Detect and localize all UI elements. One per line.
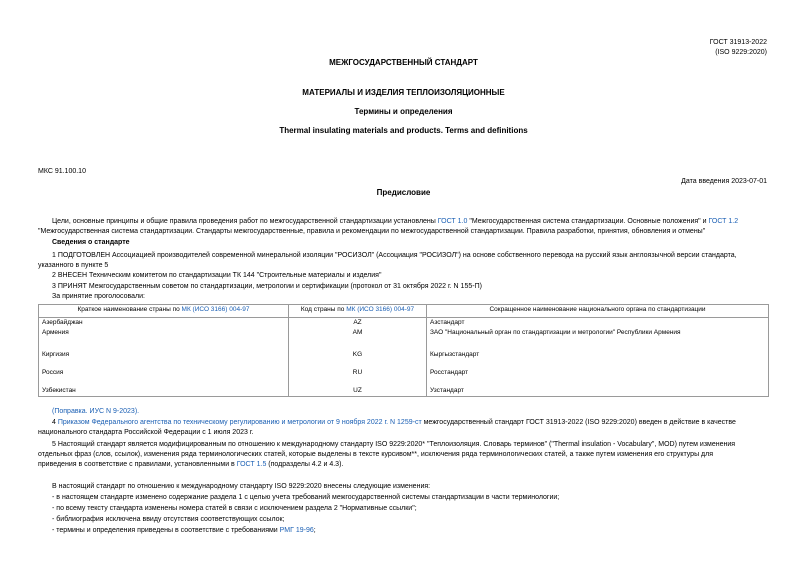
code-cell xyxy=(289,318,427,397)
document-title-en: Thermal insulating materials and products. Terms and definitions xyxy=(279,126,528,135)
voted-label: За принятие проголосовали: xyxy=(52,293,145,300)
country-code: AZ xyxy=(353,319,362,326)
item-4: 4 Приказом Федерального агентства по техническому регулированию и метрологии от 9 ноября 2022 г. N 1259-ст межгосударственный стандарт ГОСТ 31913-2022 (ISO 9229:2020) введен в действие в качестве xyxy=(52,419,736,426)
rmg-19-96-link[interactable]: РМГ 19-96 xyxy=(279,527,314,534)
item-5: 5 Настоящий стандарт является модифицированным по отношению к международному стандарту ISO 9229:2020* "Теплоизоляция. Словарь терминов" ("Thermal insulation - Vocabulary", MOD) путем изменения xyxy=(52,441,736,448)
foreword-heading: Предисловие xyxy=(376,188,431,197)
document-subtitle-ru: Термины и определения xyxy=(354,107,453,116)
gost-code: ГОСТ 31913-2022 xyxy=(709,39,767,46)
country-code: KG xyxy=(352,351,363,358)
item-4-cont: национального стандарта Российской Федерации с 1 июля 2023 г. xyxy=(38,429,254,436)
standard-type-title: МЕЖГОСУДАРСТВЕННЫЙ СТАНДАРТ xyxy=(329,58,478,67)
order-link[interactable]: Приказом Федерального агентства по техническому регулированию и метрологии от 9 ноября 2022 г. N 1259-ст xyxy=(57,419,422,426)
item-5-cont: отдельных фраз (слов, ссылок), изменения ряда терминологических статей, которые выделены в тексте курсивом**, исключения ряда терминологических статей, а также путем изменения его структуры для xyxy=(38,451,714,458)
country-name: Армения xyxy=(42,329,69,336)
foreword-paragraph-1 xyxy=(52,217,769,227)
gost-1-0-link[interactable]: ГОСТ 1.0 xyxy=(437,218,468,225)
intro-date: Дата введения 2023-07-01 xyxy=(681,178,767,185)
body-cell xyxy=(427,318,769,397)
change-item: - библиография исключена ввиду отсутствия соответствующих ссылок; xyxy=(52,516,285,523)
standards-body: Росстандарт xyxy=(430,369,469,376)
country-name: Азербайджан xyxy=(42,319,83,326)
gost-1-5-link[interactable]: ГОСТ 1.5 xyxy=(236,461,267,468)
country-code: UZ xyxy=(353,387,362,394)
change-item: - по всему тексту стандарта изменены номера статей в связи с исключением раздела 2 "Нормативные ссылки"; xyxy=(52,505,417,512)
document-title-ru: МАТЕРИАЛЫ И ИЗДЕЛИЯ ТЕПЛОИЗОЛЯЦИОННЫЕ xyxy=(302,88,505,97)
table-header-body: Сокращенное наименование национального органа по стандартизации xyxy=(427,305,769,318)
table-header-country: Краткое наименование страны по МК (ИСО 3166) 004-97 xyxy=(39,305,289,318)
country-name: Киргизия xyxy=(42,351,70,358)
voting-states-table xyxy=(38,304,769,397)
item-5-cont-2: приведения в соответствие с правилами, установленными в ГОСТ 1.5 (подразделы 4.2 и 4.3). xyxy=(38,461,344,468)
standards-body: Кыргызстандарт xyxy=(430,351,480,358)
mk-iso-link[interactable]: МК (ИСО 3166) 004-97 xyxy=(346,306,415,313)
table-header-code: Код страны по МК (ИСО 3166) 004-97 xyxy=(289,305,427,318)
gost-1-2-link[interactable]: ГОСТ 1.2 xyxy=(708,218,739,225)
item-2: 2 ВНЕСЕН Техническим комитетом по стандартизации ТК 144 "Строительные материалы и изделия" xyxy=(52,272,382,279)
table-header-row xyxy=(39,305,769,318)
foreword-paragraph-1-cont: "Межгосударственная система стандартизации. Стандарты межгосударственные, правила и рекомендации по межгосударственной стандартизации. Правила разработки, принятия, обновления и отмены" xyxy=(38,228,706,235)
info-heading: Сведения о стандарте xyxy=(52,239,130,246)
item-3: 3 ПРИНЯТ Межгосударственным советом по стандартизации, метрологии и сертификации (протокол от 31 октября 2022 г. N 155-П) xyxy=(52,283,482,290)
country-name: Узбекистан xyxy=(42,387,76,394)
change-item: - термины и определения приведены в соответствие с требованиями РМГ 19-96; xyxy=(52,527,316,534)
mks-code: МКС 91.100.10 xyxy=(38,168,86,175)
item-1: 1 ПОДГОТОВЛЕН Ассоциацией производителей современной минеральной изоляции "РОСИЗОЛ" (Ассоциация "РОСИЗОЛ") на основе собственного перевода на русский язык англоязычной версии стандарта, xyxy=(52,252,737,259)
changes-intro: В настоящий стандарт по отношению к международному стандарту ISO 9229:2020 внесены следующие изменения: xyxy=(52,483,431,490)
country-cell xyxy=(39,318,289,397)
standards-body: ЗАО "Национальный орган по стандартизации и метрологии" Республики Армения xyxy=(430,329,681,336)
item-1-cont: указанного в пункте 5 xyxy=(38,262,109,269)
country-code: AM xyxy=(352,329,363,336)
mk-iso-link[interactable]: МК (ИСО 3166) 004-97 xyxy=(181,306,250,313)
foreword-text: "Межгосударственная система стандартизации. Основные положения" и xyxy=(467,218,709,225)
table-row xyxy=(39,318,769,397)
amendment-link[interactable]: (Поправка. ИУС N 9-2023). xyxy=(52,408,140,415)
foreword-text: Цели, основные принципы и общие правила проведения работ по межгосударственной стандартизации установлены xyxy=(52,218,438,225)
country-name: Россия xyxy=(42,369,64,376)
standards-body: Азстандарт xyxy=(430,319,465,326)
change-item: - в настоящем стандарте изменено содержание раздела 1 с целью учета требований межгосударственной системы стандартизации в части терминологии; xyxy=(52,494,560,501)
iso-code: (ISO 9229:2020) xyxy=(715,49,767,56)
country-code: RU xyxy=(352,369,363,376)
standards-body: Узстандарт xyxy=(430,387,464,394)
